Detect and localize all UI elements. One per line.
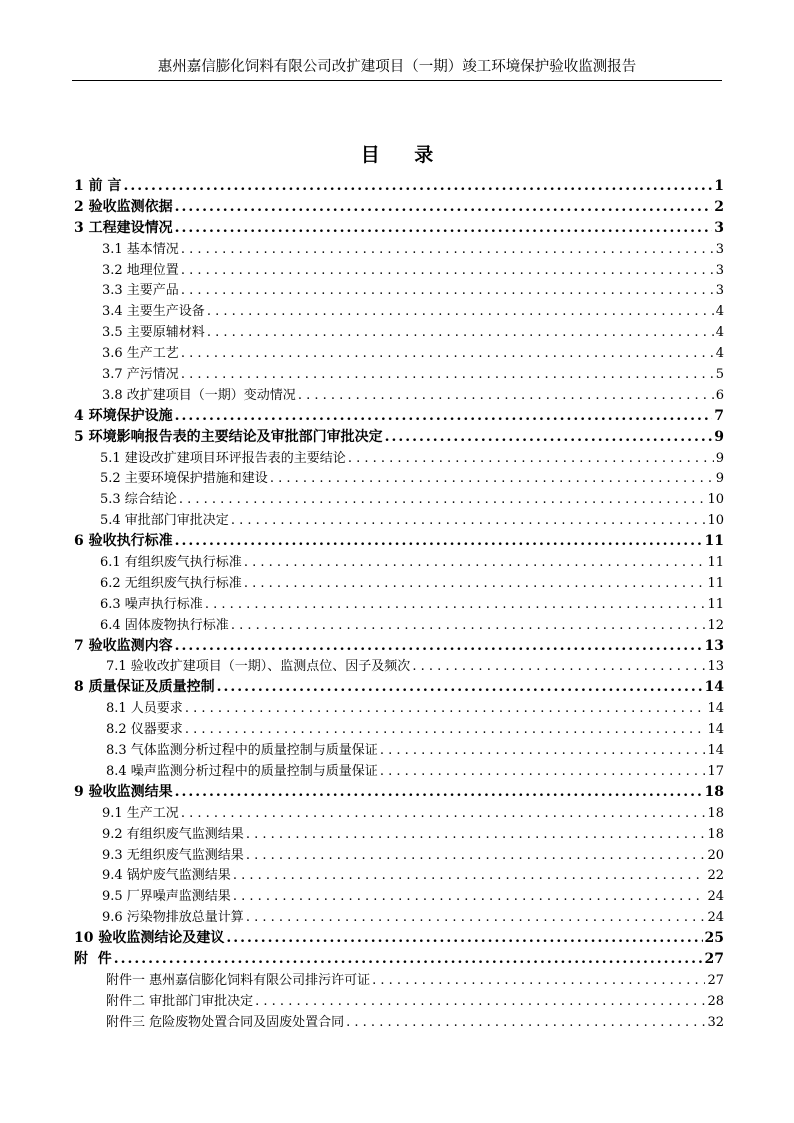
toc-page-number: 18 <box>707 826 724 842</box>
toc-dot-leader <box>181 283 714 298</box>
toc-entry[interactable] <box>74 426 724 447</box>
toc-entry-title: 7 验收监测内容 <box>74 637 173 654</box>
page-header <box>72 56 722 81</box>
toc-dot-leader <box>246 848 706 863</box>
toc-entry[interactable] <box>74 864 724 885</box>
toc-page-number: 13 <box>704 637 724 654</box>
toc-entry-title: 9.2 有组织废气监测结果 <box>102 826 244 842</box>
toc-dot-leader <box>346 1015 705 1030</box>
toc-entry-title: 8.2 仪器要求 <box>106 722 183 738</box>
toc-dot-leader <box>175 408 713 424</box>
toc-dot-leader <box>114 951 703 967</box>
page-header-text: 惠州嘉信膨化饲料有限公司改扩建项目（一期）竣工环境保护验收监测报告 <box>157 59 637 75</box>
toc-entry[interactable] <box>74 781 724 802</box>
toc-entry[interactable] <box>74 196 724 217</box>
toc-page-number: 12 <box>707 617 724 633</box>
toc-dot-leader <box>217 679 703 695</box>
toc-entry-title: 9.4 锅炉废气监测结果 <box>102 868 231 884</box>
toc-page-number: 3 <box>715 241 724 257</box>
toc-entry[interactable] <box>74 635 724 656</box>
toc-entry-title: 9.3 无组织废气监测结果 <box>102 847 244 863</box>
toc-page-number: 14 <box>707 722 724 738</box>
toc-entry-title: 9.1 生产工况 <box>102 805 179 821</box>
toc-entry-title: 6.3 噪声执行标准 <box>100 596 203 612</box>
toc-dot-leader <box>181 263 714 278</box>
toc-page-number: 14 <box>707 701 724 717</box>
toc-entry[interactable] <box>74 363 724 384</box>
toc-dot-leader <box>207 304 714 319</box>
toc-entry-title: 6.2 无组织废气执行标准 <box>100 575 242 591</box>
toc-entry-title: 附 件 <box>74 950 112 967</box>
toc-entry[interactable] <box>74 802 724 823</box>
toc-page-number: 22 <box>707 868 724 884</box>
toc-entry-title: 2 验收监测依据 <box>74 198 173 215</box>
toc-entry[interactable] <box>74 551 724 572</box>
toc-dot-leader <box>348 451 714 466</box>
toc-page-number: 32 <box>707 1014 724 1030</box>
toc-entry[interactable] <box>74 447 724 468</box>
toc-entry-title: 6.4 固体废物执行标准 <box>100 617 229 633</box>
toc-entry[interactable] <box>74 614 724 635</box>
toc-entry[interactable] <box>74 655 724 676</box>
toc-page-number: 9 <box>715 450 724 466</box>
toc-dot-leader <box>181 346 714 361</box>
toc-entry[interactable] <box>74 948 724 969</box>
toc-entry-title: 1 前 言 <box>74 178 122 194</box>
toc-entry[interactable] <box>74 844 724 865</box>
toc-entry[interactable] <box>74 509 724 530</box>
toc-page-number: 4 <box>715 346 724 362</box>
toc-page-number: 11 <box>707 575 724 591</box>
toc-entry-title: 5.4 审批部门审批决定 <box>100 513 229 529</box>
toc-entry-title: 5.3 综合结论 <box>100 492 177 508</box>
toc-entry[interactable] <box>74 530 724 551</box>
toc-entry-title: 3.2 地理位置 <box>102 262 179 278</box>
toc-entry[interactable] <box>74 1011 724 1032</box>
toc-page-number: 14 <box>707 743 724 759</box>
toc-dot-leader <box>380 764 706 779</box>
toc-dot-leader <box>412 659 705 674</box>
toc-entry[interactable] <box>74 217 724 238</box>
toc-entry[interactable] <box>74 321 724 342</box>
toc-dot-leader <box>175 638 703 654</box>
toc-entry[interactable] <box>74 927 724 948</box>
toc-dot-leader <box>246 910 706 925</box>
toc-entry-title: 3 工程建设情况 <box>74 219 173 236</box>
toc-dot-leader <box>181 367 714 382</box>
toc-dot-leader <box>246 827 706 842</box>
toc-page-number: 5 <box>715 367 724 383</box>
toc-page-number: 18 <box>707 805 724 821</box>
toc-dot-leader <box>179 492 706 507</box>
toc-page-number: 28 <box>707 993 724 1009</box>
toc-dot-leader <box>231 513 706 528</box>
toc-entry-title: 8.4 噪声监测分析过程中的质量控制与质量保证 <box>106 763 378 779</box>
toc-entry[interactable] <box>74 259 724 280</box>
toc-page-number: 3 <box>714 219 724 236</box>
toc-entry-title: 附件一 惠州嘉信膨化饲料有限公司排污许可证 <box>106 972 371 988</box>
toc-page-number: 7 <box>714 407 724 424</box>
toc-dot-leader <box>175 220 713 236</box>
toc-entry-title: 3.7 产污情况 <box>102 367 179 383</box>
toc-entry-title: 附件二 审批部门审批决定 <box>106 993 254 1009</box>
toc-entry[interactable] <box>74 760 724 781</box>
toc-entry-title: 9.6 污染物排放总量计算 <box>102 910 244 926</box>
toc-entry[interactable] <box>74 342 724 363</box>
toc-title: 目 录 <box>360 144 448 166</box>
toc-page-number: 27 <box>704 950 724 967</box>
toc-page-number: 3 <box>715 262 724 278</box>
toc-entry-title: 4 环境保护设施 <box>74 407 173 424</box>
toc-page-number: 1 <box>714 178 724 194</box>
toc-dot-leader <box>181 242 714 257</box>
toc-page-number: 11 <box>704 533 724 550</box>
toc-dot-leader <box>244 576 706 591</box>
toc-entry[interactable] <box>74 238 724 259</box>
toc-entry[interactable] <box>74 279 724 300</box>
toc-dot-leader <box>372 973 705 988</box>
toc-entry-title: 8.1 人员要求 <box>106 701 183 717</box>
toc-dot-leader <box>226 930 702 946</box>
toc-dot-leader <box>181 806 706 821</box>
toc-dot-leader <box>385 429 713 445</box>
toc-dot-leader <box>175 199 713 215</box>
toc-page-number: 4 <box>715 325 724 341</box>
toc-page-number: 10 <box>707 513 724 529</box>
toc-entry-title: 6.1 有组织废气执行标准 <box>100 555 242 571</box>
toc-entry[interactable] <box>74 823 724 844</box>
toc-dot-leader <box>270 471 714 486</box>
toc-entry-title: 3.6 生产工艺 <box>102 346 179 362</box>
toc-page-number: 9 <box>715 471 724 487</box>
toc-entry-title: 8.3 气体监测分析过程中的质量控制与质量保证 <box>106 743 378 759</box>
toc-entry-title: 9.5 厂界噪声监测结果 <box>102 889 231 905</box>
toc-page-number: 10 <box>707 492 724 508</box>
toc-entry[interactable] <box>74 593 724 614</box>
toc-page-number: 24 <box>707 889 724 905</box>
toc-dot-leader <box>175 533 703 549</box>
toc-entry[interactable] <box>74 885 724 906</box>
toc-page-number: 14 <box>704 679 724 696</box>
toc-entry[interactable] <box>74 697 724 718</box>
toc-dot-leader <box>298 388 714 403</box>
toc-page-number: 17 <box>707 763 724 779</box>
table-of-contents <box>74 175 724 1032</box>
toc-page-number: 9 <box>714 428 724 445</box>
toc-page-number: 24 <box>707 910 724 926</box>
toc-entry-title: 5.1 建设改扩建项目环评报告表的主要结论 <box>100 450 346 466</box>
toc-entry[interactable] <box>74 739 724 760</box>
toc-page-number: 27 <box>707 972 724 988</box>
toc-entry-title: 7.1 验收改扩建项目（一期）、监测点位、因子及频次 <box>106 659 411 675</box>
toc-entry[interactable] <box>74 300 724 321</box>
toc-page-number: 18 <box>704 783 724 800</box>
toc-page-number: 25 <box>704 930 724 947</box>
toc-entry-title: 10 验收监测结论及建议 <box>74 930 225 947</box>
toc-dot-leader <box>185 722 706 737</box>
toc-page-number: 20 <box>707 847 724 863</box>
toc-dot-leader <box>233 868 706 883</box>
toc-entry-title: 附件三 危险废物处置合同及固废处置合同 <box>106 1014 345 1030</box>
toc-page-number: 11 <box>707 555 724 571</box>
toc-entry-title: 5 环境影响报告表的主要结论及审批部门审批决定 <box>74 428 383 445</box>
toc-dot-leader <box>380 743 706 758</box>
toc-dot-leader <box>233 889 706 904</box>
toc-entry-title: 3.1 基本情况 <box>102 241 179 257</box>
toc-entry-title: 3.3 主要产品 <box>102 283 179 299</box>
toc-entry-title: 5.2 主要环境保护措施和建设 <box>100 471 268 487</box>
toc-page-number: 3 <box>715 283 724 299</box>
toc-entry-title: 6 验收执行标准 <box>74 533 173 550</box>
toc-entry[interactable] <box>74 676 724 697</box>
toc-entry[interactable] <box>74 405 724 426</box>
toc-dot-leader <box>205 597 706 612</box>
toc-dot-leader <box>255 994 705 1009</box>
toc-dot-leader <box>185 701 706 716</box>
toc-dot-leader <box>207 325 714 340</box>
toc-entry[interactable] <box>74 488 724 509</box>
toc-page-number: 13 <box>707 659 724 675</box>
toc-entry[interactable] <box>74 990 724 1011</box>
toc-entry[interactable] <box>74 572 724 593</box>
toc-entry-title: 3.4 主要生产设备 <box>102 304 205 320</box>
toc-entry[interactable] <box>74 467 724 488</box>
toc-dot-leader <box>244 555 706 570</box>
toc-entry[interactable] <box>74 175 724 196</box>
toc-entry-title: 3.8 改扩建项目（一期）变动情况 <box>102 387 296 403</box>
toc-dot-leader <box>124 178 713 194</box>
toc-entry[interactable] <box>74 969 724 990</box>
toc-entry[interactable] <box>74 718 724 739</box>
toc-entry[interactable] <box>74 384 724 405</box>
toc-entry-title: 3.5 主要原辅材料 <box>102 325 205 341</box>
toc-entry-title: 9 验收监测结果 <box>74 783 173 800</box>
toc-page-number: 11 <box>707 596 724 612</box>
toc-page-number: 2 <box>714 198 724 215</box>
toc-entry-title: 8 质量保证及质量控制 <box>74 679 215 696</box>
toc-dot-leader <box>175 784 703 800</box>
toc-page-number: 4 <box>715 304 724 320</box>
toc-entry[interactable] <box>74 906 724 927</box>
toc-dot-leader <box>231 618 706 633</box>
toc-page-number: 6 <box>715 387 724 403</box>
